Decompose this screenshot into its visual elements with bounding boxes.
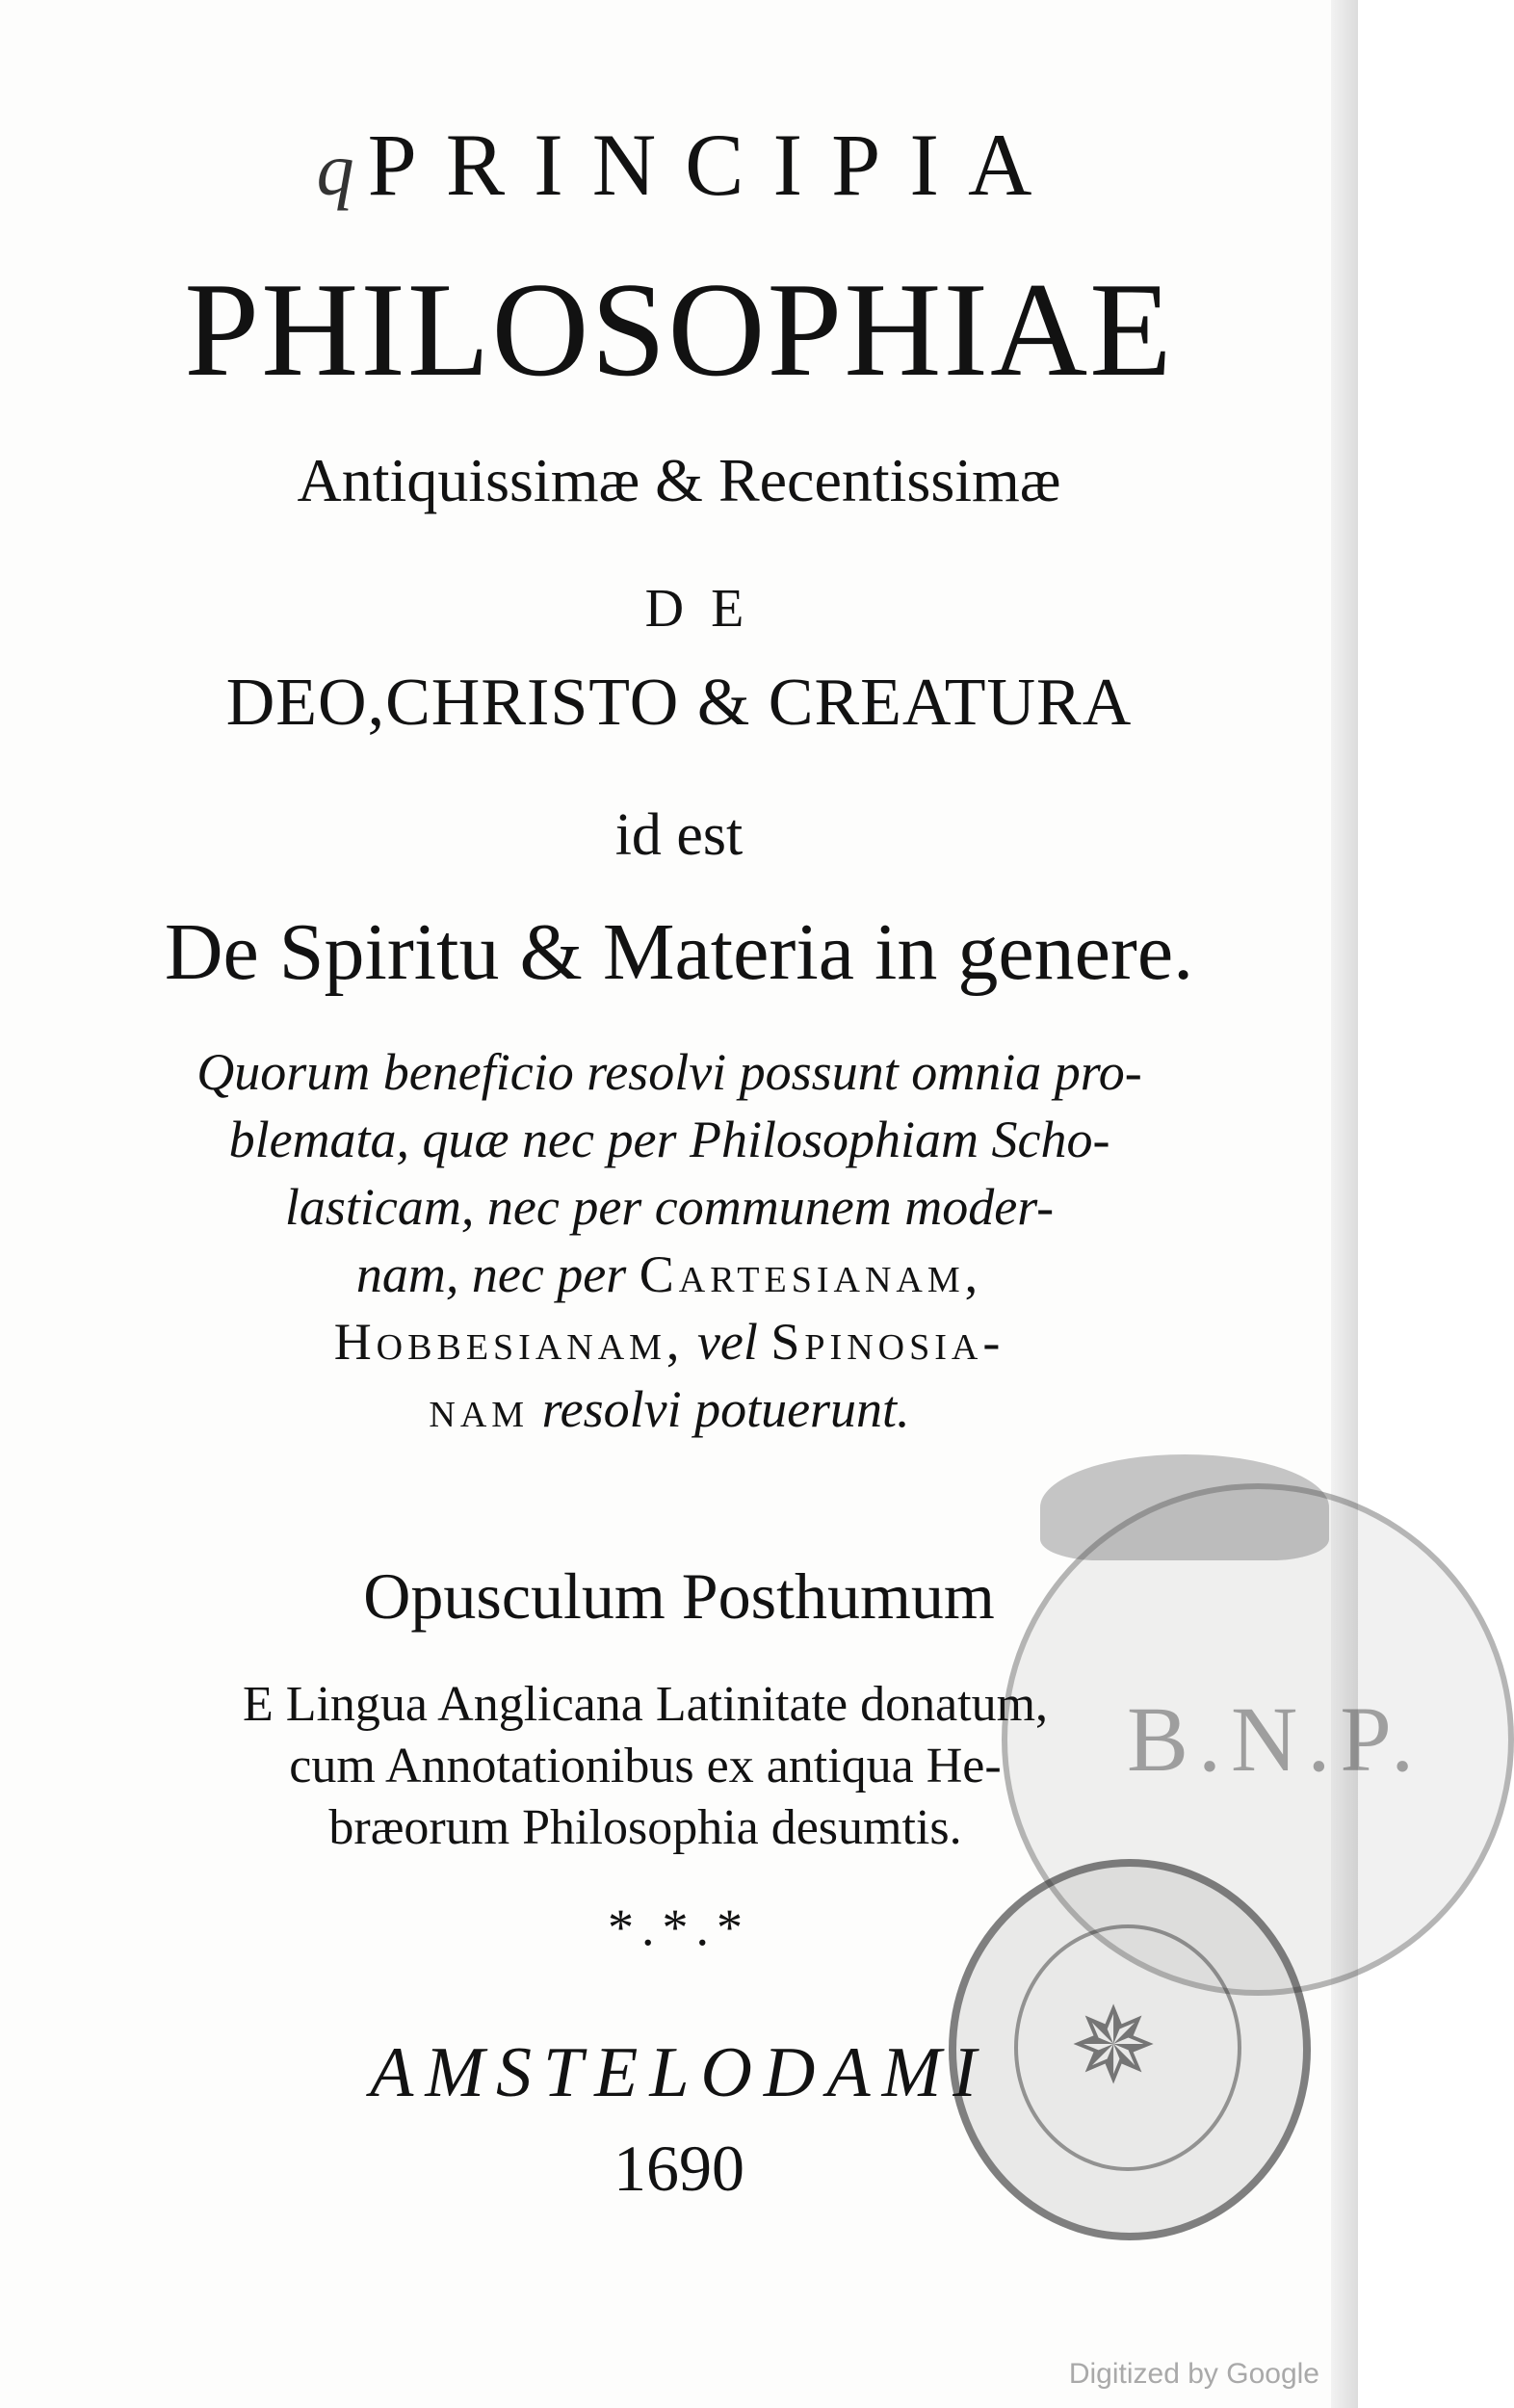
subject-line: DEO,CHRISTO & CREATURA bbox=[225, 666, 1133, 740]
asterisk-ornament: *.*.* bbox=[608, 1898, 750, 1956]
handwritten-mark: q bbox=[316, 127, 354, 211]
description-line-4 bbox=[67, 1241, 1271, 1308]
description-vel: vel bbox=[696, 1313, 758, 1371]
title-line-1 bbox=[0, 114, 1368, 216]
description-line-5 bbox=[67, 1308, 1271, 1375]
translation-block bbox=[48, 1674, 1242, 1859]
id-est: id est bbox=[614, 802, 744, 868]
imprint-city: AMSTELODAMI bbox=[370, 2033, 988, 2112]
de-heading: DE bbox=[644, 579, 771, 639]
hobbesianam: Hobbesianam, bbox=[333, 1313, 685, 1371]
stamp-star-icon: ✵ bbox=[1069, 1988, 1159, 2106]
imprint-year: 1690 bbox=[613, 2132, 744, 2205]
title-philosophiae: PHILOSOPHIAE bbox=[184, 255, 1174, 405]
google-watermark: Digitized by Google bbox=[1068, 2358, 1319, 2390]
title-principia: PRINCIPIA bbox=[367, 116, 1061, 214]
description-line-6 bbox=[67, 1375, 1271, 1443]
description-nam: nam bbox=[429, 1380, 530, 1438]
library-stamp-letters: B.N.P. bbox=[1127, 1688, 1424, 1791]
description-line-2: blemata, quæ nec per Philosophiam Scho- bbox=[228, 1111, 1110, 1168]
spinosianam: Spinosia- bbox=[770, 1313, 1005, 1371]
description-line-3: lasticam, nec per communem moder- bbox=[284, 1178, 1055, 1236]
description-line-1: Quorum beneficio resolvi possunt omnia pro- bbox=[196, 1043, 1142, 1101]
cartesianam: Cartesianam, bbox=[639, 1245, 983, 1303]
description-resolvi: resolvi potuerunt. bbox=[541, 1380, 910, 1438]
translation-line-2: cum Annotationibus ex antiqua He- bbox=[289, 1739, 1002, 1793]
spiritu-line: De Spiritu & Materia in genere. bbox=[164, 907, 1194, 997]
opusculum: Opusculum Posthumum bbox=[363, 1559, 995, 1633]
translation-line-3: bræorum Philosophia desumtis. bbox=[328, 1800, 962, 1855]
description-line-4-a: nam, nec per bbox=[355, 1245, 627, 1303]
subtitle: Antiquissimæ & Recentissimæ bbox=[297, 446, 1061, 514]
translation-line-1: E Lingua Anglicana Latinitate donatum, bbox=[242, 1677, 1049, 1732]
